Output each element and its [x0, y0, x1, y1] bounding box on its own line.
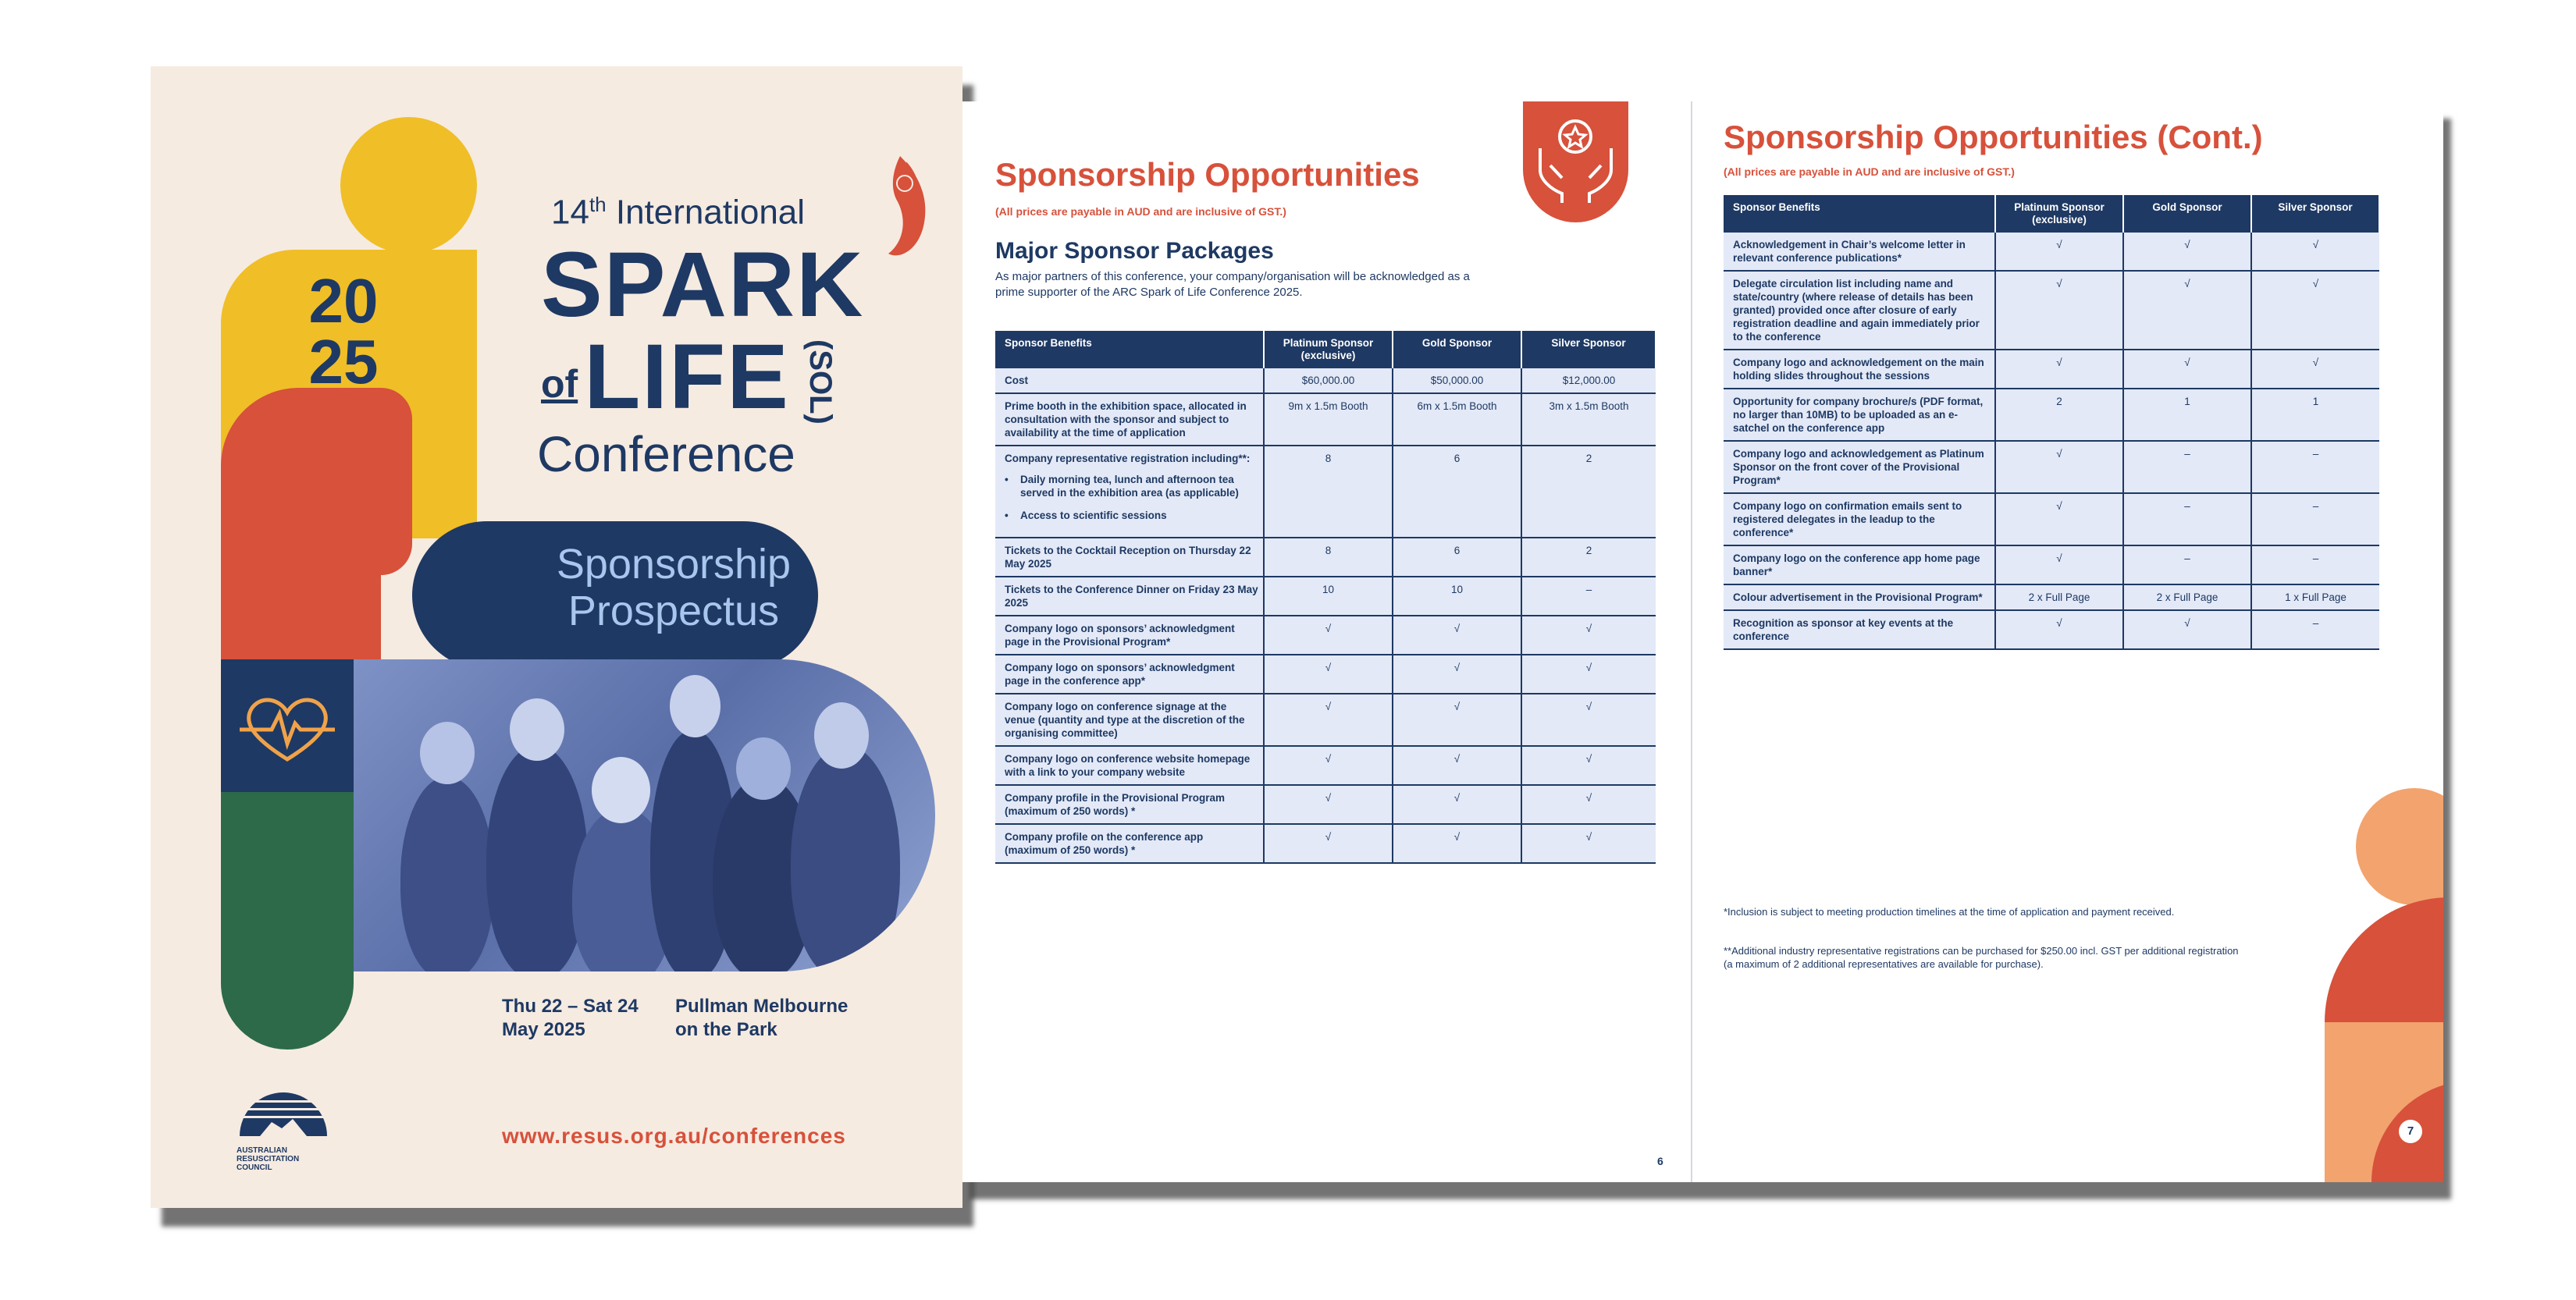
event-dates: [502, 995, 658, 1042]
table-row: [995, 694, 1656, 746]
table-row: [1724, 610, 2379, 649]
arc-logo-line-1: AUSTRALIAN: [237, 1146, 287, 1155]
table-row: [995, 785, 1656, 824]
sponsor-badge: [1523, 101, 1628, 222]
platinum-cell: √: [1264, 655, 1393, 694]
table-row: [1724, 271, 2379, 350]
of-word: of: [541, 362, 578, 406]
table-header-row: [995, 331, 1656, 368]
silver-cell: 3m x 1.5m Booth: [1521, 393, 1656, 446]
benefit-cell: [995, 446, 1264, 538]
hands-star-icon: [1523, 101, 1628, 218]
benefit-bullets: [1020, 473, 1258, 522]
benefit-cell: Company profile in the Provisional Program (maximum of 250 words) *: [995, 785, 1264, 824]
platinum-cell: √: [1995, 441, 2123, 493]
table-row: [995, 393, 1656, 446]
page-6-title: Sponsorship Opportunities: [995, 156, 1420, 193]
dates-line-2: May 2025: [502, 1019, 585, 1040]
dates-line-1: Thu 22 – Sat 24: [502, 996, 639, 1017]
benefit-cell: Company logo on confirmation emails sent to registered delegates in the leadup to the conference*: [1724, 493, 1995, 545]
gold-cell: √: [1393, 655, 1521, 694]
page-7-subtitle: (All prices are payable in AUD and are inclusive of GST.): [1724, 165, 2015, 178]
table-row: [995, 616, 1656, 655]
platinum-cell: 8: [1264, 538, 1393, 577]
major-packages-heading: Major Sponsor Packages: [995, 238, 1274, 264]
arc-logo-line-2: RESUSCITATION: [237, 1155, 300, 1163]
silver-cell: –: [2251, 610, 2379, 649]
header-silver: Silver Sponsor: [1521, 331, 1656, 368]
platinum-cell: 2: [1995, 389, 2123, 441]
benefit-cell: Company logo on sponsors’ acknowledgment page in the Provisional Program*: [995, 616, 1264, 655]
arc-logo: [237, 1085, 338, 1172]
gold-cell: √: [1393, 616, 1521, 655]
silver-cell: 1 x Full Page: [2251, 584, 2379, 610]
venue-line-2: on the Park: [675, 1019, 777, 1040]
arc-logo-text: [237, 1146, 338, 1172]
benefit-cell: Company profile on the conference app (maximum of 250 words) *: [995, 824, 1264, 863]
major-packages-table: [995, 331, 1656, 864]
prospectus-line-1: Sponsorship: [556, 541, 792, 588]
table-row: [995, 446, 1656, 538]
sponsor-benefits-table-cont: [1724, 195, 2380, 650]
header-benefits: Sponsor Benefits: [995, 331, 1264, 368]
platinum-cell: 2 x Full Page: [1995, 584, 2123, 610]
bullet-item: • Access to scientific sessions: [1020, 509, 1258, 522]
benefit-text: Company representative registration including**:: [1005, 453, 1251, 464]
platinum-cell: √: [1995, 350, 2123, 389]
bullet-item: • Daily morning tea, lunch and afternoon tea served in the exhibition area (as applicable): [1020, 473, 1258, 499]
conference-heading: Conference: [537, 426, 795, 482]
silver-cell: √: [1521, 616, 1656, 655]
gold-cell: √: [2123, 233, 2251, 271]
gold-cell: √: [2123, 271, 2251, 350]
silver-cell: –: [2251, 441, 2379, 493]
gold-cell: 10: [1393, 577, 1521, 616]
sol-label: (SOL): [803, 339, 838, 424]
benefit-cell: Company logo on conference signage at the venue (quantity and type at the discretion of the organising committee): [995, 694, 1264, 746]
gold-cell: √: [2123, 350, 2251, 389]
silver-cell: √: [1521, 824, 1656, 863]
footnote-additional-registrations: **Additional industry representative registrations can be purchased for $250.00 incl. GST per additional registration (a maximum of 2 additional representatives are available for purchase).: [1724, 945, 2239, 970]
gold-cell: √: [1393, 746, 1521, 785]
arc-logo-line-3: COUNCIL: [237, 1163, 272, 1172]
spark-heading: SPARK: [541, 233, 865, 336]
benefit-cell: Delegate circulation list including name and state/country (where release of details has been granted) provided once after closure of early registration deadline and again immediately prior to the conference: [1724, 271, 1995, 350]
gold-cell: √: [1393, 694, 1521, 746]
edition-number: 14: [551, 193, 589, 232]
year-top: 20: [308, 266, 379, 336]
silver-cell: √: [1521, 785, 1656, 824]
prospectus-line-2: Prospectus: [568, 588, 780, 634]
life-word: LIFE: [584, 325, 790, 428]
benefit-cell: Recognition as sponsor at key events at the conference: [1724, 610, 1995, 649]
platinum-cell: √: [1995, 233, 2123, 271]
silver-cell: –: [1521, 577, 1656, 616]
gold-cell: √: [1393, 824, 1521, 863]
silver-cell: √: [1521, 746, 1656, 785]
benefit-cell: Cost: [995, 368, 1264, 393]
header-gold: Gold Sponsor: [1393, 331, 1521, 368]
gold-cell: 2 x Full Page: [2123, 584, 2251, 610]
platinum-cell: √: [1264, 694, 1393, 746]
gold-cell: 6: [1393, 538, 1521, 577]
prospectus-title: [541, 541, 806, 634]
benefit-cell: Tickets to the Conference Dinner on Friday 23 May 2025: [995, 577, 1264, 616]
page-number-7: 7: [2399, 1120, 2422, 1143]
table-row: [995, 538, 1656, 577]
header-silver: Silver Sponsor: [2251, 195, 2379, 233]
venue-line-1: Pullman Melbourne: [675, 996, 849, 1017]
gold-cell: –: [2123, 441, 2251, 493]
header-gold: Gold Sponsor: [2123, 195, 2251, 233]
benefit-cell: Prime booth in the exhibition space, allocated in consultation with the sponsor and subject to availability at the time of application: [995, 393, 1264, 446]
header-platinum: Platinum Sponsor (exclusive): [1264, 331, 1393, 368]
platinum-cell: √: [1995, 610, 2123, 649]
gold-cell: √: [1393, 785, 1521, 824]
table-row: [1724, 389, 2379, 441]
cover-year: [297, 266, 390, 396]
platinum-cell: $60,000.00: [1264, 368, 1393, 393]
edition-suffix: th: [589, 193, 607, 216]
table-row: [995, 368, 1656, 393]
table-row: [1724, 584, 2379, 610]
platinum-cell: 8: [1264, 446, 1393, 538]
table-row: [1724, 493, 2379, 545]
platinum-cell: √: [1264, 616, 1393, 655]
inside-spread: [962, 101, 2443, 1182]
cover-photo: [354, 659, 935, 971]
platinum-cell: √: [1995, 545, 2123, 584]
benefit-cell: Colour advertisement in the Provisional Program*: [1724, 584, 1995, 610]
gold-cell: $50,000.00: [1393, 368, 1521, 393]
table-row: [1724, 441, 2379, 493]
figure-head-shape: [340, 117, 477, 254]
silver-cell: √: [2251, 350, 2379, 389]
edition-word: International: [615, 193, 806, 232]
cover-page: [151, 66, 962, 1208]
website-url[interactable]: www.resus.org.au/conferences: [502, 1124, 846, 1148]
table-row: [995, 577, 1656, 616]
figure-body-green: [221, 792, 354, 1050]
platinum-cell: √: [1264, 824, 1393, 863]
footnote-inclusion: *Inclusion is subject to meeting production timelines at the time of application and payment received.: [1724, 906, 2175, 918]
platinum-cell: √: [1264, 746, 1393, 785]
benefit-cell: Opportunity for company brochure/s (PDF format, no larger than 10MB) to be uploaded as an e-satchel on the conference app: [1724, 389, 1995, 441]
major-packages-intro: As major partners of this conference, your company/organisation will be acknowledged as a prime supporter of the ARC Spark of Life Conference 2025.: [995, 270, 1470, 299]
table-row: [995, 824, 1656, 863]
benefit-cell: Company logo on conference website homepage with a link to your company website: [995, 746, 1264, 785]
edition-label: [551, 193, 805, 233]
decor-circle: [2356, 788, 2443, 905]
event-venue: [675, 995, 870, 1042]
benefit-cell: Company logo and acknowledgement on the main holding slides throughout the sessions: [1724, 350, 1995, 389]
silver-cell: $12,000.00: [1521, 368, 1656, 393]
benefit-cell: Company logo and acknowledgement as Platinum Sponsor on the front cover of the Provisional Program*: [1724, 441, 1995, 493]
table-row: [1724, 350, 2379, 389]
page-6-subtitle: (All prices are payable in AUD and are inclusive of GST.): [995, 205, 1286, 218]
table-row: [1724, 545, 2379, 584]
gold-cell: –: [2123, 493, 2251, 545]
silver-cell: √: [1521, 655, 1656, 694]
benefit-cell: Acknowledgement in Chair’s welcome letter in relevant conference publications*: [1724, 233, 1995, 271]
heartbeat-icon: [237, 691, 338, 769]
decor-quarter-red: [2325, 897, 2443, 1022]
gold-cell: 6: [1393, 446, 1521, 538]
platinum-cell: 10: [1264, 577, 1393, 616]
table-header-row: [1724, 195, 2379, 233]
platinum-cell: √: [1995, 493, 2123, 545]
gold-cell: √: [2123, 610, 2251, 649]
platinum-cell: 9m x 1.5m Booth: [1264, 393, 1393, 446]
silver-cell: –: [2251, 545, 2379, 584]
silver-cell: 2: [1521, 446, 1656, 538]
gold-cell: 1: [2123, 389, 2251, 441]
page-7-title: Sponsorship Opportunities (Cont.): [1724, 119, 2263, 155]
silver-cell: –: [2251, 493, 2379, 545]
platinum-cell: √: [1995, 271, 2123, 350]
gold-cell: –: [2123, 545, 2251, 584]
silver-cell: √: [2251, 233, 2379, 271]
benefit-cell: Tickets to the Cocktail Reception on Thursday 22 May 2025: [995, 538, 1264, 577]
page-7: [1692, 101, 2443, 1182]
arc-logo-icon: [237, 1085, 330, 1139]
flame-icon: [869, 152, 931, 261]
page-6: [962, 101, 1692, 1182]
silver-cell: 2: [1521, 538, 1656, 577]
table-row: [995, 746, 1656, 785]
year-bottom: 25: [308, 327, 379, 396]
platinum-cell: √: [1264, 785, 1393, 824]
oflife-heading: [541, 324, 790, 430]
gold-cell: 6m x 1.5m Booth: [1393, 393, 1521, 446]
benefit-cell: Company logo on the conference app home page banner*: [1724, 545, 1995, 584]
header-benefits: Sponsor Benefits: [1724, 195, 1995, 233]
figure-body-red-tab: [381, 388, 412, 575]
silver-cell: 1: [2251, 389, 2379, 441]
benefit-cell: Company logo on sponsors’ acknowledgment page in the conference app*: [995, 655, 1264, 694]
table-row: [1724, 233, 2379, 271]
header-platinum: Platinum Sponsor (exclusive): [1995, 195, 2123, 233]
silver-cell: √: [1521, 694, 1656, 746]
page-number-6: 6: [1657, 1155, 1663, 1167]
silver-cell: √: [2251, 271, 2379, 350]
table-row: [995, 655, 1656, 694]
